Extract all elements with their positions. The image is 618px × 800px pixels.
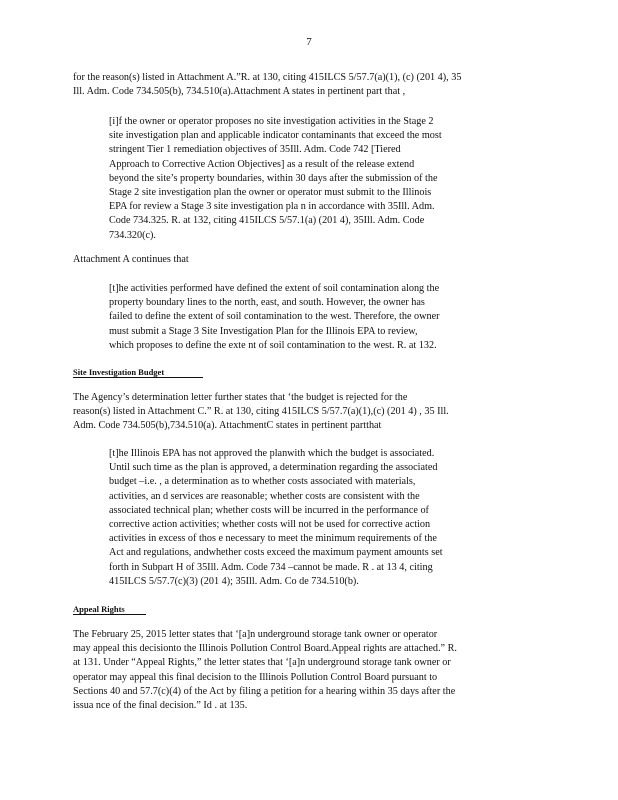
text-line: Approach to Corrective Action Objectives] as a result of the release extend bbox=[109, 158, 415, 170]
text-line: site investigation plan and applicable indicator contaminants that exceed the most bbox=[109, 130, 442, 142]
text-line: corrective action activities; whether costs will not be used for corrective action bbox=[109, 519, 431, 531]
text-line: operator may appeal this final decision to the Illinois Pollution Control Board pursuant to bbox=[73, 671, 438, 683]
text-line: failed to define the extent of soil contamination to the west. Therefore, the owner bbox=[109, 311, 440, 323]
page-number: 7 bbox=[306, 36, 312, 48]
section-heading-appeal: Appeal Rights bbox=[73, 604, 146, 615]
text-line: must submit a Stage 3 Site Investigation Plan for the Illinois EPA to review, bbox=[109, 325, 418, 337]
text-line: beyond the site’s property boundaries, within 30 days after the submission of the bbox=[109, 172, 438, 184]
text-line: Code 734.325. R. at 132, citing 415ILCS 5/57.1(a) (201 4), 35Ill. Adm. Code bbox=[109, 215, 425, 227]
text-line: EPA for review a Stage 3 site investigation pla n in accordance with 35Ill. Adm. bbox=[109, 201, 435, 213]
paragraph-budget bbox=[73, 391, 545, 434]
text-line: Attachment A continues that bbox=[73, 254, 189, 265]
text-line: budget –i.e. , a determination as to whether costs associated with materials, bbox=[109, 476, 416, 488]
text-line: The February 25, 2015 letter states that ‘[a]n underground storage tank owner or operator bbox=[73, 629, 438, 640]
text-line: for the reason(s) listed in Attachment A.”R. at 130, citing 415ILCS 5/57.7(a)(1), (c) (201 4), 35 bbox=[73, 72, 462, 83]
paragraph-continues bbox=[73, 253, 545, 267]
text-line: forth in Subpart H of 35Ill. Adm. Code 734 –cannot be made. R . at 13 4, citing bbox=[109, 561, 433, 573]
paragraph-appeal bbox=[73, 628, 545, 713]
text-line: reason(s) listed in Attachment C.” R. at 130, citing 415ILCS 5/57.7(a)(1),(c) (201 4) , 35 Ill. bbox=[73, 406, 449, 418]
text-line: Act and regulations, andwhether costs exceed the maximum payment amounts set bbox=[109, 547, 443, 559]
section-heading-budget: Site Investigation Budget bbox=[73, 367, 203, 378]
text-line: [t]he activities performed have defined the extent of soil contamination along the bbox=[109, 283, 440, 294]
text-line: Sections 40 and 57.7(c)(4) of the Act by filing a petition for a hearing within 35 days after the bbox=[73, 685, 456, 697]
text-line: activities, an d services are reasonable; whether costs are consistent with the bbox=[109, 490, 420, 502]
text-line: The Agency’s determination letter further states that ‘the budget is rejected for the bbox=[73, 392, 408, 403]
block-quote-extent bbox=[109, 282, 501, 353]
block-quote-stage3 bbox=[109, 115, 501, 243]
text-line: associated technical plan; whether costs will be incurred in the performance of bbox=[109, 504, 429, 516]
text-line: [t]he Illinois EPA has not approved the planwith which the budget is associated. bbox=[109, 448, 435, 459]
text-line: [i]f the owner or operator proposes no site investigation activities in the Stage 2 bbox=[109, 116, 434, 127]
text-line: Until such time as the plan is approved, a determination regarding the associated bbox=[109, 462, 438, 474]
text-line: stringent Tier 1 remediation objectives of 35Ill. Adm. Code 742 [Tiered bbox=[109, 144, 401, 156]
text-line: at 131. Under “Appeal Rights,” the letter states that ‘[a]n underground storage tank owner or bbox=[73, 657, 451, 669]
text-line: issua nce of the final decision.” Id . at 135. bbox=[73, 700, 248, 712]
text-line: activities in excess of thos e necessary to meet the minimum requirements of the bbox=[109, 533, 437, 545]
text-line: Ill. Adm. Code 734.505(b), 734.510(a).Attachment A states in pertinent part that , bbox=[73, 86, 406, 98]
text-line: Stage 2 site investigation plan the owner or operator must submit to the Illinois bbox=[109, 187, 432, 199]
text-line: 415ILCS 5/57.7(c)(3) (201 4); 35Ill. Adm. Co de 734.510(b). bbox=[109, 575, 359, 587]
text-line: may appeal this decisionto the Illinois Pollution Control Board.Appeal rights are attached.” R. bbox=[73, 643, 457, 655]
paragraph-intro bbox=[73, 71, 545, 99]
block-quote-budget bbox=[109, 447, 501, 589]
text-line: property boundary lines to the north, east, and south. However, the owner has bbox=[109, 297, 425, 309]
text-line: which proposes to define the exte nt of soil contamination to the west. R. at 132. bbox=[109, 339, 437, 351]
text-line: 734.320(c). bbox=[109, 229, 156, 241]
text-line: Adm. Code 734.505(b),734.510(a). AttachmentC states in pertinent partthat bbox=[73, 420, 382, 432]
